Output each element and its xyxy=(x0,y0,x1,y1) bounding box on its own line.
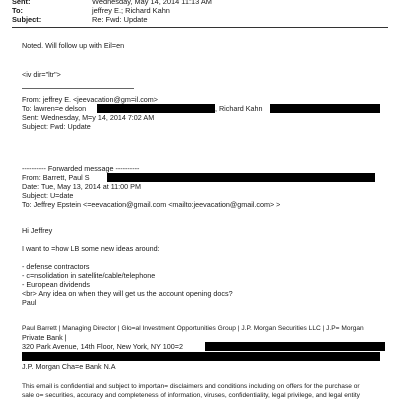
forwarded-from: From: Barrett, Paul S xyxy=(22,173,90,182)
forwarded-date: Date: Tue, May 13, 2014 at 11:00 PM xyxy=(22,182,141,191)
redaction-box xyxy=(270,104,380,113)
to-value: jeffrey E.; Richard Kahn xyxy=(92,6,170,15)
quoted-to-prefix: To: lawren=e delson xyxy=(22,104,87,113)
header-to xyxy=(12,6,170,15)
disclaimer-line: This email is confidential and subject to importan= disclaimers and conditions including on offers for the purchase or xyxy=(22,383,360,390)
quote-divider xyxy=(22,88,134,89)
intro-line: I want to =how LB some new ideas around: xyxy=(22,244,160,253)
signoff: Paul xyxy=(22,298,37,307)
quoted-to-suffix: , Richard Kahn xyxy=(215,104,263,113)
noted-line: Noted. Will follow up with Eil=en xyxy=(22,41,125,50)
subject-label: Subject: xyxy=(12,15,42,24)
forwarded-to: To: Jeffrey Epstein <=eevacation@gmail.com <mailto:jeevacation@gmail.com> > xyxy=(22,200,281,209)
subject-value: Re: Fwd: Update xyxy=(92,15,148,24)
to-label: To: xyxy=(12,6,23,15)
forwarded-marker: ---------- Forwarded message ---------- xyxy=(22,164,140,173)
disclaimer-line: sale o= securities, accuracy and completeness of information, viruses, confidentiality, legal privilege, and legal entity xyxy=(22,392,360,399)
question-line: <br> Any idea on when they will get us the account opening docs? xyxy=(22,289,233,298)
signature-line-3: 320 Park Avenue, 14th Floor, New York, NY 100=2 xyxy=(22,342,183,351)
signature-line-1: Paul Barrett | Managing Director | Glo=al Investment Opportunities Group | J.P. Morgan Securities LLC | J.P= Morgan xyxy=(22,325,364,332)
header-divider xyxy=(12,27,388,28)
greeting: Hi Jeffrey xyxy=(22,226,53,235)
bullet-item: - c=nsolidation in satellite/cable/telephone xyxy=(22,271,156,280)
forwarded-subject: Subject: U=date xyxy=(22,191,74,200)
redaction-box xyxy=(22,352,380,361)
header-subject xyxy=(12,15,147,24)
redaction-box xyxy=(107,173,375,182)
redaction-box xyxy=(205,342,385,351)
div-tag-line: <iv dir="ltr"> xyxy=(22,70,61,79)
signature-line-2: Private Bank | xyxy=(22,333,67,342)
bullet-item: - European dividends xyxy=(22,280,90,289)
sent-label: Sent: xyxy=(12,0,31,6)
sent-value: Wednesday, May 14, 2014 11:13 AM xyxy=(92,0,212,6)
redaction-box xyxy=(97,104,215,113)
bullet-item: - defense contractors xyxy=(22,262,90,271)
quoted-from: From: jeffrey E. <jeevacation@gm=il.com> xyxy=(22,95,158,104)
quoted-subject: Subject: Fwd: Update xyxy=(22,122,91,131)
quoted-sent: Sent: Wednesday, M=y 14, 2014 7:02 AM xyxy=(22,113,155,122)
signature-line-4: J.P. Morgan Cha=e Bank N.A xyxy=(22,362,116,371)
